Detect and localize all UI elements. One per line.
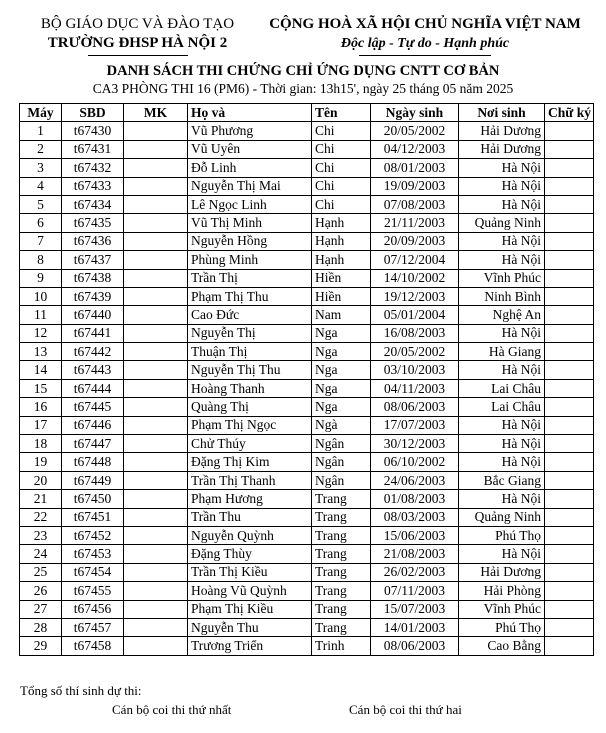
cell-machine: 9 [20,269,62,287]
cell-mk [124,159,188,177]
cell-mk [124,508,188,526]
cell-firstname: Ngân [312,435,371,453]
cell-dob: 19/12/2003 [371,287,459,305]
cell-signature [545,398,594,416]
table-row [20,214,594,232]
cell-birthplace: Phú Thọ [459,618,545,636]
cell-signature [545,232,594,250]
cell-lastname: Nguyễn Thị [188,324,312,342]
cell-birthplace: Hà Nội [459,159,545,177]
cell-machine: 12 [20,324,62,342]
cell-dob: 24/06/2003 [371,471,459,489]
cell-lastname: Trần Thị Thanh [188,471,312,489]
cell-dob: 21/08/2003 [371,545,459,563]
cell-mk [124,361,188,379]
cell-sbd: t67442 [62,343,124,361]
cell-sbd: t67451 [62,508,124,526]
cell-signature [545,195,594,213]
cell-sbd: t67431 [62,140,124,158]
cell-sbd: t67430 [62,122,124,140]
cell-lastname: Hoàng Vũ Quỳnh [188,582,312,600]
table-row [20,453,594,471]
cell-signature [545,140,594,158]
ministry-name: BỘ GIÁO DỤC VÀ ĐÀO TẠO [40,16,235,32]
cell-signature [545,122,594,140]
cell-dob: 15/07/2003 [371,600,459,618]
cell-birthplace: Hà Nội [459,361,545,379]
cell-birthplace: Hải Dương [459,563,545,581]
cell-sbd: t67450 [62,490,124,508]
cell-mk [124,453,188,471]
cell-birthplace: Quảng Ninh [459,214,545,232]
cell-signature [545,343,594,361]
cell-mk [124,251,188,269]
cell-lastname: Đặng Thị Kim [188,453,312,471]
cell-mk [124,343,188,361]
cell-mk [124,545,188,563]
cell-machine: 21 [20,490,62,508]
cell-dob: 06/10/2002 [371,453,459,471]
cell-dob: 15/06/2003 [371,526,459,544]
table-row [20,637,594,655]
cell-lastname: Trần Thu [188,508,312,526]
table-row [20,416,594,434]
cell-firstname: Chi [312,177,371,195]
cell-firstname: Hạnh [312,251,371,269]
cell-mk [124,471,188,489]
cell-sbd: t67435 [62,214,124,232]
cell-signature [545,471,594,489]
cell-machine: 26 [20,582,62,600]
col-header-signature: Chữ ký [545,104,594,122]
cell-dob: 17/07/2003 [371,416,459,434]
cell-signature [545,214,594,232]
cell-firstname: Trang [312,526,371,544]
cell-birthplace: Cao Bằng [459,637,545,655]
cell-mk [124,287,188,305]
cell-machine: 15 [20,379,62,397]
cell-lastname: Trần Thị Kiều [188,563,312,581]
cell-mk [124,526,188,544]
document-subtitle: CA3 PHÒNG THI 16 (PM6) - Thời gian: 13h15', ngày 25 tháng 05 năm 2025 [92,81,514,96]
cell-mk [124,214,188,232]
cell-machine: 10 [20,287,62,305]
country-name: CỘNG HOÀ XÃ HỘI CHỦ NGHĨA VIỆT NAM [269,16,581,32]
table-row [20,435,594,453]
cell-signature [545,490,594,508]
cell-signature [545,269,594,287]
table-row [20,287,594,305]
cell-lastname: Nguyễn Hồng [188,232,312,250]
cell-dob: 01/08/2003 [371,490,459,508]
cell-sbd: t67457 [62,618,124,636]
cell-lastname: Vũ Thị Minh [188,214,312,232]
cell-birthplace: Hà Nội [459,490,545,508]
cell-machine: 14 [20,361,62,379]
cell-lastname: Hoàng Thanh [188,379,312,397]
cell-mk [124,232,188,250]
cell-birthplace: Vĩnh Phúc [459,600,545,618]
cell-lastname: Cao Đức [188,306,312,324]
cell-mk [124,563,188,581]
table-row [20,159,594,177]
cell-machine: 8 [20,251,62,269]
cell-sbd: t67436 [62,232,124,250]
cell-firstname: Hiền [312,269,371,287]
cell-firstname: Ngân [312,471,371,489]
cell-signature [545,435,594,453]
cell-lastname: Trương Triển [188,637,312,655]
table-row [20,618,594,636]
cell-signature [545,453,594,471]
cell-dob: 20/05/2002 [371,343,459,361]
cell-mk [124,122,188,140]
table-row [20,508,594,526]
cell-dob: 14/01/2003 [371,618,459,636]
cell-signature [545,324,594,342]
cell-mk [124,379,188,397]
table-row [20,526,594,544]
cell-firstname: Trang [312,545,371,563]
table-row [20,600,594,618]
cell-birthplace: Hải Phòng [459,582,545,600]
cell-lastname: Nguyễn Thị Thu [188,361,312,379]
cell-birthplace: Hà Nội [459,177,545,195]
cell-sbd: t67440 [62,306,124,324]
cell-lastname: Trần Thị [188,269,312,287]
cell-signature [545,545,594,563]
cell-mk [124,582,188,600]
col-header-machine: Máy [20,104,62,122]
cell-birthplace: Hà Nội [459,251,545,269]
cell-sbd: t67447 [62,435,124,453]
cell-machine: 27 [20,600,62,618]
cell-birthplace: Hà Nội [459,545,545,563]
cell-dob: 08/03/2003 [371,508,459,526]
school-name: TRƯỜNG ĐHSP HÀ NỘI 2 [47,35,228,51]
cell-sbd: t67434 [62,195,124,213]
cell-dob: 21/11/2003 [371,214,459,232]
cell-sbd: t67439 [62,287,124,305]
cell-birthplace: Hà Nội [459,453,545,471]
cell-birthplace: Hà Giang [459,343,545,361]
cell-birthplace: Quảng Ninh [459,508,545,526]
table-row [20,251,594,269]
cell-sbd: t67441 [62,324,124,342]
col-header-sbd: SBD [62,104,124,122]
cell-sbd: t67452 [62,526,124,544]
table-row [20,324,594,342]
cell-signature [545,508,594,526]
candidate-table [19,103,594,656]
national-motto: Độc lập - Tự do - Hạnh phúc [340,36,510,51]
cell-machine: 5 [20,195,62,213]
cell-mk [124,324,188,342]
table-row [20,490,594,508]
cell-sbd: t67444 [62,379,124,397]
table-row [20,306,594,324]
cell-firstname: Nga [312,324,371,342]
table-row [20,582,594,600]
cell-signature [545,159,594,177]
table-header-row [20,104,594,122]
cell-dob: 03/10/2003 [371,361,459,379]
cell-sbd: t67437 [62,251,124,269]
cell-mk [124,600,188,618]
cell-birthplace: Ninh Bình [459,287,545,305]
cell-machine: 29 [20,637,62,655]
cell-mk [124,195,188,213]
cell-lastname: Quàng Thị [188,398,312,416]
cell-mk [124,269,188,287]
cell-firstname: Nga [312,361,371,379]
cell-signature [545,361,594,379]
cell-machine: 19 [20,453,62,471]
cell-dob: 16/08/2003 [371,324,459,342]
cell-firstname: Chi [312,195,371,213]
cell-sbd: t67433 [62,177,124,195]
cell-machine: 20 [20,471,62,489]
col-header-lastname: Họ và [188,104,312,122]
cell-sbd: t67443 [62,361,124,379]
cell-signature [545,379,594,397]
table-row [20,269,594,287]
document-title: DANH SÁCH THI CHỨNG CHỈ ỨNG DỤNG CNTT CƠ BẢN [106,63,500,79]
table-row [20,232,594,250]
table-row [20,122,594,140]
cell-birthplace: Hà Nội [459,195,545,213]
cell-lastname: Lê Ngọc Linh [188,195,312,213]
cell-machine: 1 [20,122,62,140]
cell-dob: 08/06/2003 [371,637,459,655]
cell-birthplace: Hải Dương [459,140,545,158]
cell-mk [124,177,188,195]
col-header-dob: Ngày sinh [371,104,459,122]
cell-birthplace: Hà Nội [459,435,545,453]
proctor-two-label: Cán bộ coi thi thứ hai [349,702,462,717]
national-header [258,15,592,56]
cell-signature [545,287,594,305]
cell-firstname: Nga [312,379,371,397]
cell-dob: 08/06/2003 [371,398,459,416]
cell-mk [124,416,188,434]
cell-firstname: Trang [312,618,371,636]
col-header-birthplace: Nơi sinh [459,104,545,122]
cell-machine: 24 [20,545,62,563]
cell-dob: 05/01/2004 [371,306,459,324]
cell-sbd: t67454 [62,563,124,581]
cell-firstname: Chi [312,140,371,158]
cell-birthplace: Lai Châu [459,398,545,416]
cell-lastname: Nguyễn Thị Mai [188,177,312,195]
cell-sbd: t67453 [62,545,124,563]
cell-mk [124,435,188,453]
cell-lastname: Phạm Thị Kiều [188,600,312,618]
cell-birthplace: Bắc Giang [459,471,545,489]
cell-dob: 07/08/2003 [371,195,459,213]
cell-mk [124,490,188,508]
cell-signature [545,600,594,618]
cell-dob: 19/09/2003 [371,177,459,195]
cell-sbd: t67455 [62,582,124,600]
cell-signature [545,618,594,636]
cell-firstname: Ngà [312,416,371,434]
table-row [20,398,594,416]
cell-firstname: Trinh [312,637,371,655]
total-candidates-label: Tổng số thí sinh dự thi: [20,683,142,698]
cell-signature [545,563,594,581]
cell-machine: 17 [20,416,62,434]
cell-birthplace: Nghệ An [459,306,545,324]
cell-firstname: Nga [312,343,371,361]
cell-dob: 08/01/2003 [371,159,459,177]
cell-firstname: Hạnh [312,214,371,232]
cell-birthplace: Vĩnh Phúc [459,269,545,287]
cell-machine: 16 [20,398,62,416]
cell-sbd: t67448 [62,453,124,471]
cell-lastname: Đặng Thùy [188,545,312,563]
cell-lastname: Đỗ Linh [188,159,312,177]
cell-lastname: Nguyễn Quỳnh [188,526,312,544]
cell-firstname: Trang [312,582,371,600]
cell-mk [124,140,188,158]
cell-firstname: Trang [312,508,371,526]
cell-dob: 07/11/2003 [371,582,459,600]
cell-lastname: Phạm Thị Ngọc [188,416,312,434]
cell-sbd: t67445 [62,398,124,416]
cell-birthplace: Hà Nội [459,232,545,250]
cell-dob: 04/12/2003 [371,140,459,158]
cell-sbd: t67432 [62,159,124,177]
table-row [20,177,594,195]
cell-lastname: Vũ Uyên [188,140,312,158]
cell-signature [545,251,594,269]
col-header-firstname: Tên [312,104,371,122]
cell-dob: 07/12/2004 [371,251,459,269]
cell-lastname: Phùng Minh [188,251,312,269]
table-row [20,343,594,361]
motto-underline [359,55,491,56]
cell-machine: 25 [20,563,62,581]
cell-birthplace: Hà Nội [459,416,545,434]
cell-machine: 6 [20,214,62,232]
cell-dob: 14/10/2002 [371,269,459,287]
table-row [20,563,594,581]
cell-machine: 13 [20,343,62,361]
cell-lastname: Thuận Thị [188,343,312,361]
cell-dob: 26/02/2003 [371,563,459,581]
cell-sbd: t67446 [62,416,124,434]
cell-dob: 30/12/2003 [371,435,459,453]
cell-sbd: t67456 [62,600,124,618]
cell-firstname: Trang [312,600,371,618]
cell-firstname: Chi [312,159,371,177]
cell-signature [545,416,594,434]
cell-dob: 04/11/2003 [371,379,459,397]
table-row [20,379,594,397]
cell-machine: 2 [20,140,62,158]
table-row [20,361,594,379]
cell-signature [545,526,594,544]
cell-lastname: Nguyễn Thu [188,618,312,636]
cell-machine: 11 [20,306,62,324]
cell-dob: 20/05/2002 [371,122,459,140]
cell-machine: 18 [20,435,62,453]
col-header-mk: MK [124,104,188,122]
cell-sbd: t67438 [62,269,124,287]
cell-lastname: Chử Thúy [188,435,312,453]
cell-signature [545,177,594,195]
cell-firstname: Chi [312,122,371,140]
cell-machine: 23 [20,526,62,544]
cell-firstname: Trang [312,490,371,508]
cell-firstname: Trang [312,563,371,581]
ministry-header [20,15,255,56]
cell-machine: 28 [20,618,62,636]
cell-sbd: t67458 [62,637,124,655]
cell-mk [124,637,188,655]
cell-birthplace: Hà Nội [459,324,545,342]
cell-firstname: Hiền [312,287,371,305]
cell-firstname: Nam [312,306,371,324]
cell-firstname: Nga [312,398,371,416]
cell-dob: 20/09/2003 [371,232,459,250]
cell-birthplace: Lai Châu [459,379,545,397]
cell-lastname: Vũ Phương [188,122,312,140]
table-row [20,471,594,489]
table-row [20,195,594,213]
ministry-underline [88,55,188,56]
cell-lastname: Phạm Hương [188,490,312,508]
cell-signature [545,582,594,600]
cell-birthplace: Phú Thọ [459,526,545,544]
cell-firstname: Hạnh [312,232,371,250]
cell-mk [124,306,188,324]
proctor-one-label: Cán bộ coi thi thứ nhất [112,702,232,717]
cell-machine: 3 [20,159,62,177]
cell-machine: 4 [20,177,62,195]
cell-mk [124,618,188,636]
table-row [20,140,594,158]
cell-lastname: Phạm Thị Thu [188,287,312,305]
cell-mk [124,398,188,416]
cell-birthplace: Hải Dương [459,122,545,140]
cell-machine: 7 [20,232,62,250]
cell-machine: 22 [20,508,62,526]
cell-sbd: t67449 [62,471,124,489]
table-row [20,545,594,563]
cell-signature [545,637,594,655]
cell-signature [545,306,594,324]
cell-firstname: Ngân [312,453,371,471]
